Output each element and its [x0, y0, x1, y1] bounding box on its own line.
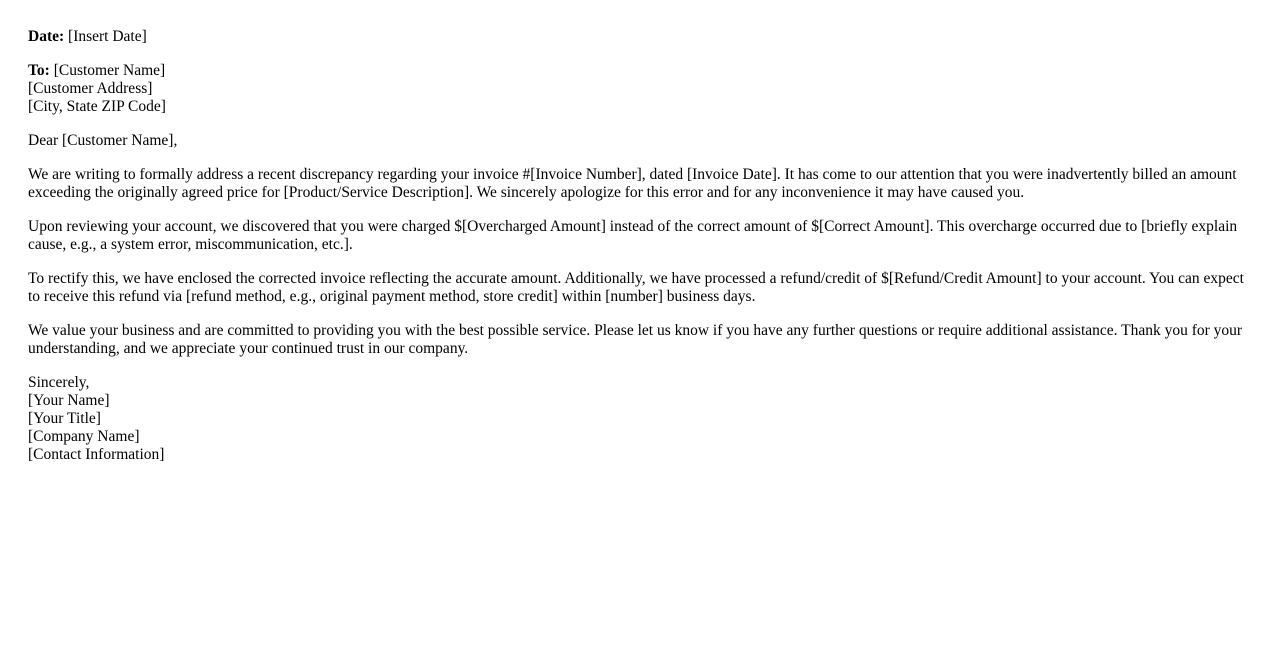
- salutation: Dear [Customer Name],: [28, 132, 178, 149]
- signer-title: [Your Title]: [28, 410, 101, 427]
- letter-document: [28, 28, 1252, 480]
- customer-address: [Customer Address]: [28, 80, 153, 97]
- recipient-block: [28, 62, 1252, 116]
- body-paragraph-4: We value your business and are committed to providing you with the best possible service. Please let us know if you have any further questions or require additional assistance. Thank you for your understanding, and we appreciate your continued trust in our company.: [28, 322, 1243, 357]
- body-paragraph-2: Upon reviewing your account, we discovered that you were charged $[Overcharged Amount] instead of the correct amount of $[Correct Amount]. This overcharge occurred due to [briefly explain cause, e.g., a system error, miscommunication, etc.].: [28, 218, 1238, 253]
- date-value: [Insert Date]: [68, 28, 147, 45]
- signature-block: [28, 374, 1252, 464]
- signer-name: [Your Name]: [28, 392, 110, 409]
- company-name: [Company Name]: [28, 428, 140, 445]
- recipient-name-line: [28, 62, 1252, 80]
- to-label: To:: [28, 62, 50, 79]
- body-paragraph-3: To rectify this, we have enclosed the corrected invoice reflecting the accurate amount. Additionally, we have processed a refund/credit of $[Refund/Credit Amount] to your account. You can expect to receive this refund via [refund method, e.g., original payment method, store credit] within [number] business days.: [28, 270, 1244, 305]
- closing: Sincerely,: [28, 374, 90, 391]
- customer-city: [City, State ZIP Code]: [28, 98, 166, 115]
- date-label: Date:: [28, 28, 65, 45]
- body-paragraph-1: We are writing to formally address a recent discrepancy regarding your invoice #[Invoice Number], dated [Invoice Date]. It has come to our attention that you were inadvertently billed an amount exceeding the originally agreed price for [Product/Service Description]. We sincerely apologize for this error and for any inconvenience it may have caused you.: [28, 166, 1237, 201]
- contact-information: [Contact Information]: [28, 446, 165, 463]
- customer-name: [Customer Name]: [53, 62, 166, 79]
- date-line: [28, 28, 1252, 46]
